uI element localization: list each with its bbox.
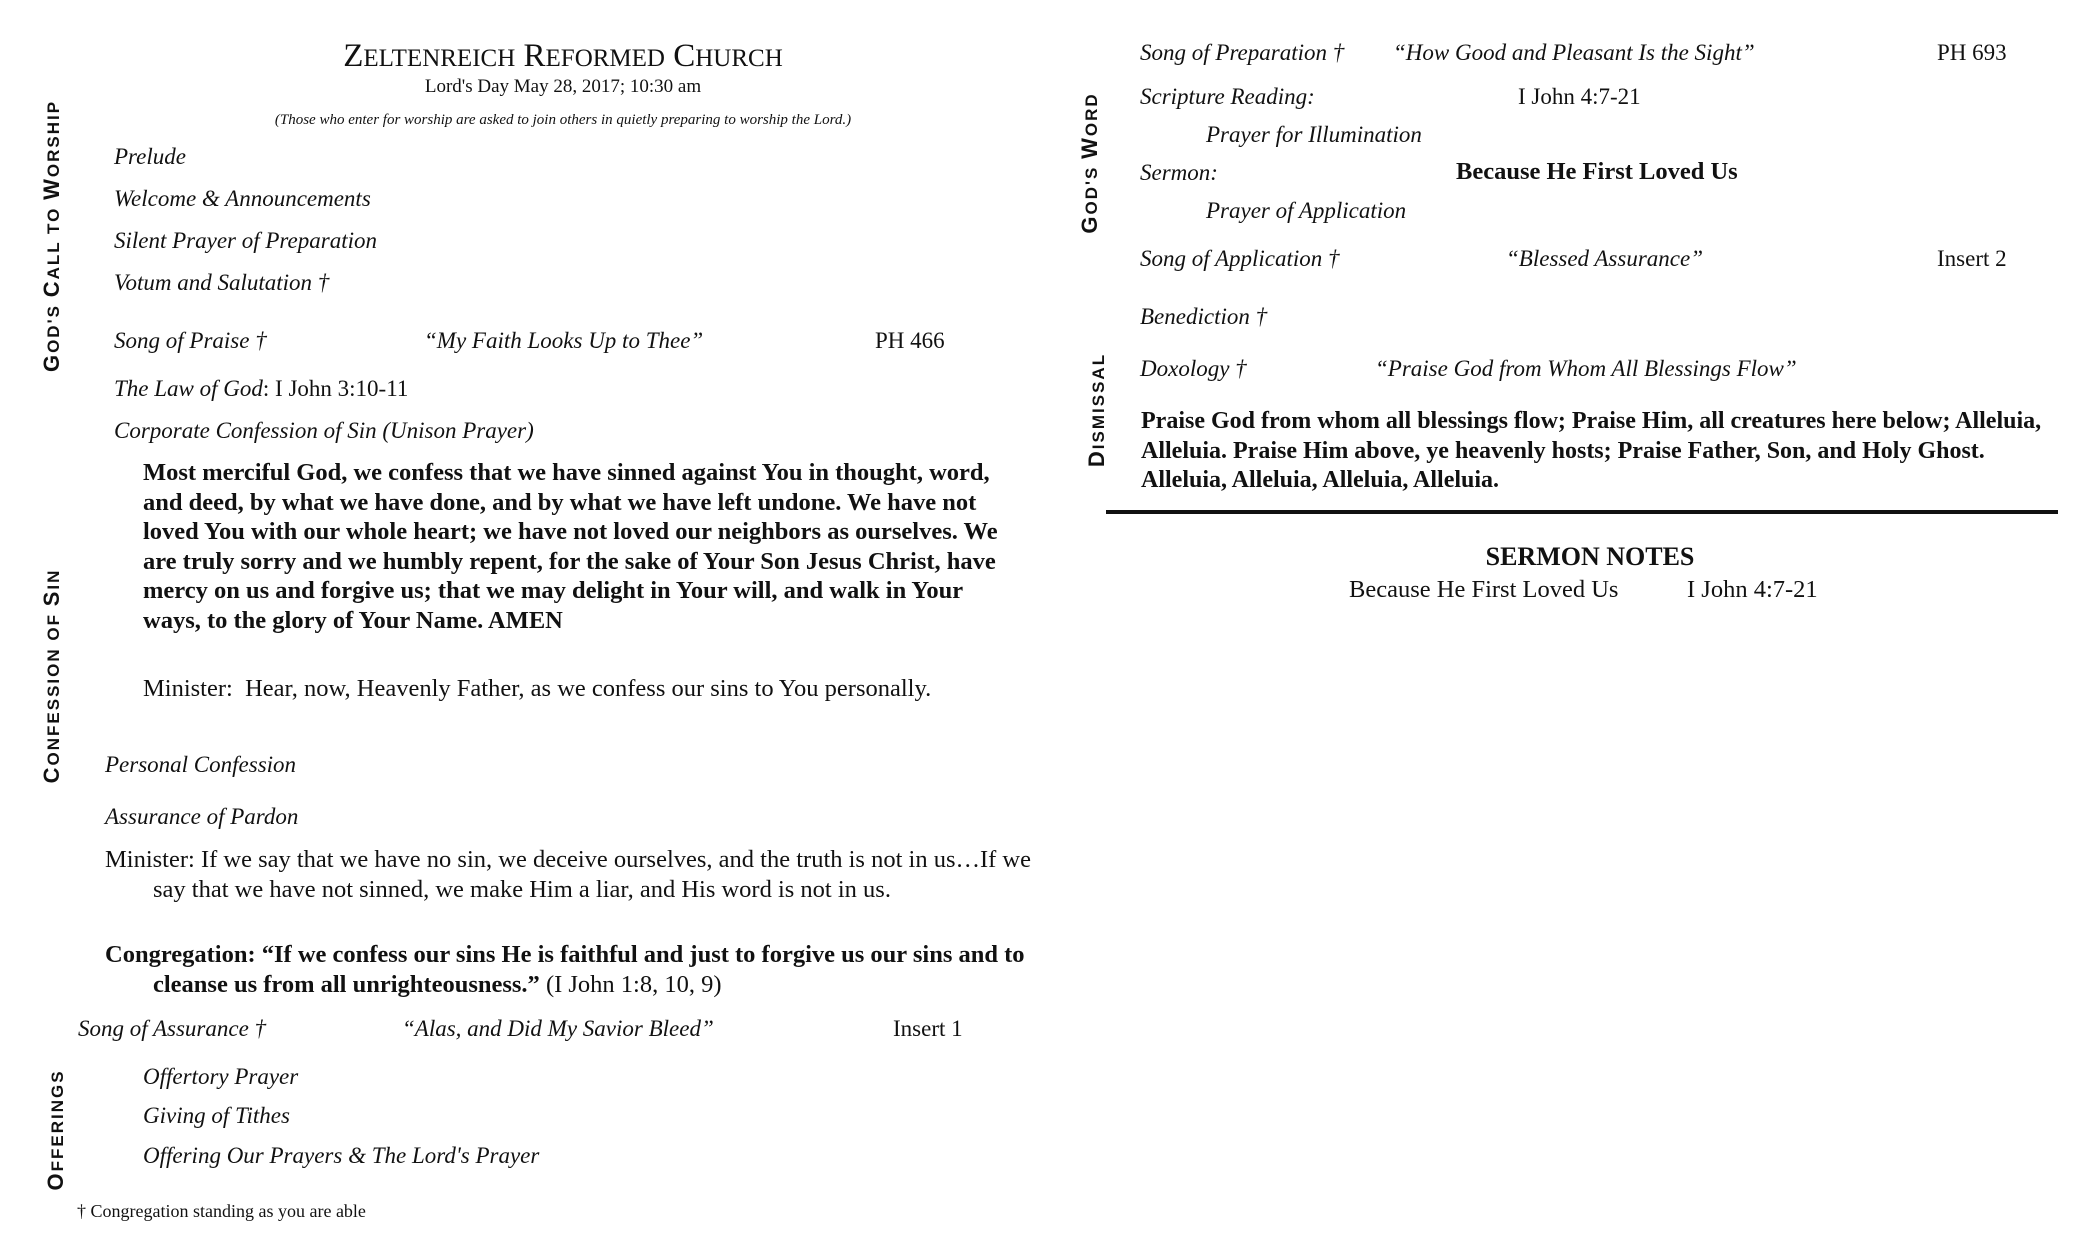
title-cap: C bbox=[673, 38, 696, 74]
label-cap: D bbox=[1084, 449, 1109, 468]
corporate-confession: Corporate Confession of Sin (Unison Prayer) bbox=[114, 418, 534, 443]
congregation-response-text: Congregation: “If we confess our sins He is faithful and just to forgive us our sins and to cleanse us from all unrighteousness.” bbox=[105, 941, 1025, 998]
personal-confession: Personal Confession bbox=[105, 752, 297, 777]
section-label-gods-word bbox=[1077, 92, 1103, 233]
doxology-text: Praise God from whom all blessings flow; Praise Him, all creatures here below; Alleluia, Alleluia. Praise Him above, ye heavenly hosts; Praise Father, Son, and Holy Ghost. Alleluia, Alleluia, Alleluia, Alleluia. bbox=[1141, 408, 2042, 493]
label-cap: G bbox=[39, 352, 64, 373]
silent-prayer: Silent Prayer of Preparation bbox=[114, 228, 377, 253]
doxology-label: Doxology † bbox=[1140, 356, 1247, 381]
church-title-part bbox=[343, 38, 515, 74]
label-rest: OD'S bbox=[1082, 158, 1101, 215]
section-label-offerings bbox=[43, 1069, 69, 1190]
label-cap: C bbox=[39, 279, 64, 298]
title-rest: ELTENREICH bbox=[363, 45, 516, 72]
law-label: The Law of God bbox=[114, 376, 263, 401]
sermon-notes-heading: SERMON NOTES bbox=[1485, 542, 1695, 571]
standing-footnote: † Congregation standing as you are able bbox=[77, 1201, 366, 1221]
song-of-praise-title: “My Faith Looks Up to Thee” bbox=[424, 328, 704, 353]
song-of-assurance-title: “Alas, and Did My Savior Bleed” bbox=[402, 1016, 714, 1041]
prayer-for-illumination: Prayer for Illumination bbox=[1206, 122, 1422, 147]
title-cap: R bbox=[523, 38, 546, 74]
doxology-title: “Praise God from Whom All Blessings Flow” bbox=[1375, 356, 1797, 381]
sermon-notes-title: Because He First Loved Us bbox=[1349, 576, 1619, 603]
label-cap: G bbox=[1077, 214, 1102, 234]
sermon-title: Because He First Loved Us bbox=[1456, 158, 1738, 185]
welcome-announcements: Welcome & Announcements bbox=[114, 186, 371, 211]
section-label-dismissal bbox=[1084, 353, 1110, 467]
label-cap: W bbox=[1077, 136, 1102, 159]
church-title bbox=[343, 38, 783, 75]
giving-of-tithes: Giving of Tithes bbox=[143, 1103, 290, 1128]
label-cap: S bbox=[39, 589, 64, 607]
section-divider bbox=[1106, 510, 2058, 514]
title-rest: HURCH bbox=[695, 45, 783, 72]
label-rest: FFERINGS bbox=[48, 1069, 67, 1172]
title-cap: Z bbox=[343, 38, 364, 74]
label-rest: ISMISSAL bbox=[1089, 352, 1108, 450]
church-title-part bbox=[673, 38, 783, 74]
label-rest: OD'S bbox=[44, 297, 63, 353]
song-of-application-title: “Blessed Assurance” bbox=[1506, 246, 1703, 271]
song-of-assurance-number: Insert 1 bbox=[893, 1016, 963, 1041]
benediction: Benediction † bbox=[1140, 304, 1268, 329]
offering-prayers: Offering Our Prayers & The Lord's Prayer bbox=[143, 1143, 540, 1168]
song-of-application-label: Song of Application † bbox=[1140, 246, 1340, 271]
label-rest: ONFESSION OF bbox=[44, 606, 63, 766]
service-date: Lord's Day May 28, 2017; 10:30 am bbox=[424, 76, 702, 97]
song-of-assurance-label: Song of Assurance † bbox=[78, 1016, 267, 1041]
confession-prayer-text: Most merciful God, we confess that we have sinned against You in thought, word, and deed, by what we have done, and by what we have left undone. We have not loved You with our whole heart; we have not loved our neighbors as ourselves. We are truly sorry and we humbly repent, for the sake of Your Son Jesus Christ, have mercy on us and forgive us; that we may delight in Your will, and walk in Your ways, to the glory of Your Name. AMEN bbox=[143, 459, 998, 634]
minister-personal-call: Minister: Hear, now, Heavenly Father, as we confess our sins to You personally. bbox=[143, 675, 932, 702]
song-of-preparation-label: Song of Preparation † bbox=[1140, 40, 1345, 65]
church-title-part bbox=[524, 38, 665, 74]
section-label-confession bbox=[39, 569, 65, 784]
label-cap: C bbox=[39, 765, 64, 784]
sermon-label: Sermon: bbox=[1140, 160, 1218, 185]
label-rest: ORD bbox=[1082, 92, 1101, 137]
label-rest: ORSHIP bbox=[44, 99, 63, 178]
votum-salutation: Votum and Salutation † bbox=[114, 270, 330, 295]
label-rest: ALL TO bbox=[44, 199, 63, 280]
song-of-praise-label: Song of Praise † bbox=[114, 328, 267, 353]
label-rest: IN bbox=[44, 568, 63, 590]
song-of-application-number: Insert 2 bbox=[1937, 246, 2007, 271]
section-label-call-to-worship bbox=[39, 100, 65, 372]
worship-note: (Those who enter for worship are asked to join others in quietly preparing to worship the Lord.) bbox=[274, 112, 852, 128]
scripture-reading-label: Scripture Reading: bbox=[1140, 84, 1315, 109]
minister-assurance: Minister: If we say that we have no sin, we deceive ourselves, and the truth is not in us…If we say that we have not sinned, we make Him a liar, and His word is not in us. bbox=[105, 846, 1031, 903]
title-rest: EFORMED bbox=[545, 45, 665, 72]
offertory-prayer: Offertory Prayer bbox=[143, 1064, 299, 1089]
assurance-of-pardon: Assurance of Pardon bbox=[105, 804, 299, 829]
song-of-preparation-title: “How Good and Pleasant Is the Sight” bbox=[1393, 40, 1755, 65]
song-of-preparation-number: PH 693 bbox=[1937, 40, 2007, 65]
sermon-notes-ref: I John 4:7-21 bbox=[1687, 576, 1818, 603]
congregation-response-ref: (I John 1:8, 10, 9) bbox=[539, 970, 722, 998]
scripture-reading-ref: I John 4:7-21 bbox=[1518, 84, 1641, 109]
congregation-response bbox=[105, 940, 1053, 999]
law-of-god bbox=[114, 376, 408, 402]
label-cap: O bbox=[43, 1171, 68, 1191]
prayer-of-application: Prayer of Application bbox=[1206, 198, 1407, 223]
law-ref: : I John 3:10-11 bbox=[262, 376, 409, 401]
song-of-praise-number: PH 466 bbox=[875, 328, 945, 353]
label-cap: W bbox=[39, 177, 64, 200]
prelude: Prelude bbox=[114, 144, 186, 169]
